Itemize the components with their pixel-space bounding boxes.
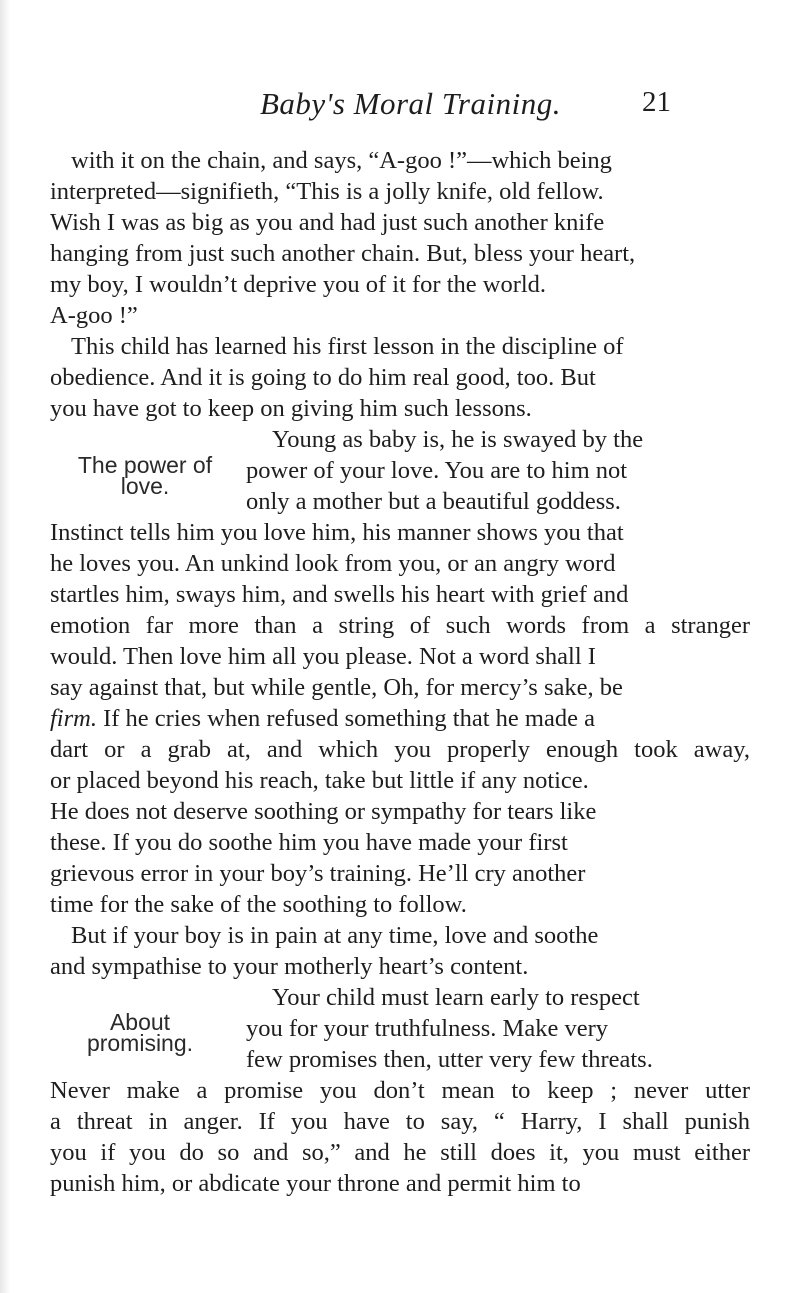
text-line: he loves you. An unkind look from you, or an angry word — [50, 550, 616, 577]
text-line: or placed beyond his reach, take but little if any notice. — [50, 767, 589, 794]
page-edge-shadow — [0, 0, 10, 1293]
text-line: Your child must learn early to respect — [272, 984, 640, 1011]
margin-note-line: The power of — [77, 452, 213, 478]
text-line: He does not deserve soothing or sympathy for tears like — [50, 798, 597, 825]
text-line: and sympathise to your motherly heart’s content. — [50, 953, 529, 980]
running-title: Baby's Moral Training. — [260, 86, 561, 121]
text-line: hanging from just such another chain. But, bless your heart, — [50, 240, 636, 267]
text-line: emotion far more than a string of such words from a stranger — [50, 612, 750, 639]
margin-note-power-of-love — [60, 452, 230, 499]
text-line: This child has learned his first lesson in the discipline of — [71, 333, 624, 360]
text-line: A-goo !” — [50, 302, 138, 329]
text-line: Never make a promise you don’t mean to keep ; never utter — [50, 1077, 750, 1104]
text-line: you if you do so and so,” and he still does it, you must either — [50, 1139, 750, 1166]
text-line: startles him, sways him, and swells his heart with grief and — [50, 581, 629, 608]
text-line: only a mother but a beautiful goddess. — [246, 488, 621, 515]
margin-note-about-promising — [60, 1009, 220, 1056]
page-number: 21 — [642, 86, 671, 118]
margin-note-line: About — [109, 1009, 171, 1035]
text-line: power of your love. You are to him not — [246, 457, 628, 484]
text-line: with it on the chain, and says, “A-goo !”—which being — [71, 147, 612, 174]
text-line: you have got to keep on giving him such lessons. — [50, 395, 532, 422]
text-line — [50, 702, 595, 736]
emphasis-word: firm. — [50, 705, 97, 732]
text-line: interpreted—signifieth, “This is a jolly knife, old fellow. — [50, 178, 604, 205]
text-line: Instinct tells him you love him, his manner shows you that — [50, 519, 624, 546]
text-line: these. If you do soothe him you have made your first — [50, 829, 568, 856]
margin-note-line: promising. — [86, 1030, 194, 1056]
text-line: few promises then, utter very few threats. — [246, 1046, 653, 1073]
text-line: say against that, but while gentle, Oh, for mercy’s sake, be — [50, 674, 623, 701]
text-line: dart or a grab at, and which you properly enough took away, — [50, 736, 750, 763]
text-line: punish him, or abdicate your throne and permit him to — [50, 1170, 581, 1197]
margin-note-line: love. — [120, 473, 170, 499]
text-line: Wish I was as big as you and had just such another knife — [50, 209, 605, 236]
text-line: would. Then love him all you please. Not a word shall I — [50, 643, 596, 670]
text-line: time for the sake of the soothing to follow. — [50, 891, 467, 918]
text-line: you for your truthfulness. Make very — [246, 1015, 608, 1042]
text-line: a threat in anger. If you have to say, “ Harry, I shall punish — [50, 1108, 750, 1135]
text-line: Young as baby is, he is swayed by the — [272, 426, 644, 453]
text-line: obedience. And it is going to do him real good, too. But — [50, 364, 596, 391]
page-header — [0, 86, 800, 126]
text-line: my boy, I wouldn’t deprive you of it for the world. — [50, 271, 547, 298]
text-span: If he cries when refused something that he made a — [96, 705, 595, 732]
text-line: grievous error in your boy’s training. He’ll cry another — [50, 860, 586, 887]
text-line: But if your boy is in pain at any time, love and soothe — [71, 922, 599, 949]
